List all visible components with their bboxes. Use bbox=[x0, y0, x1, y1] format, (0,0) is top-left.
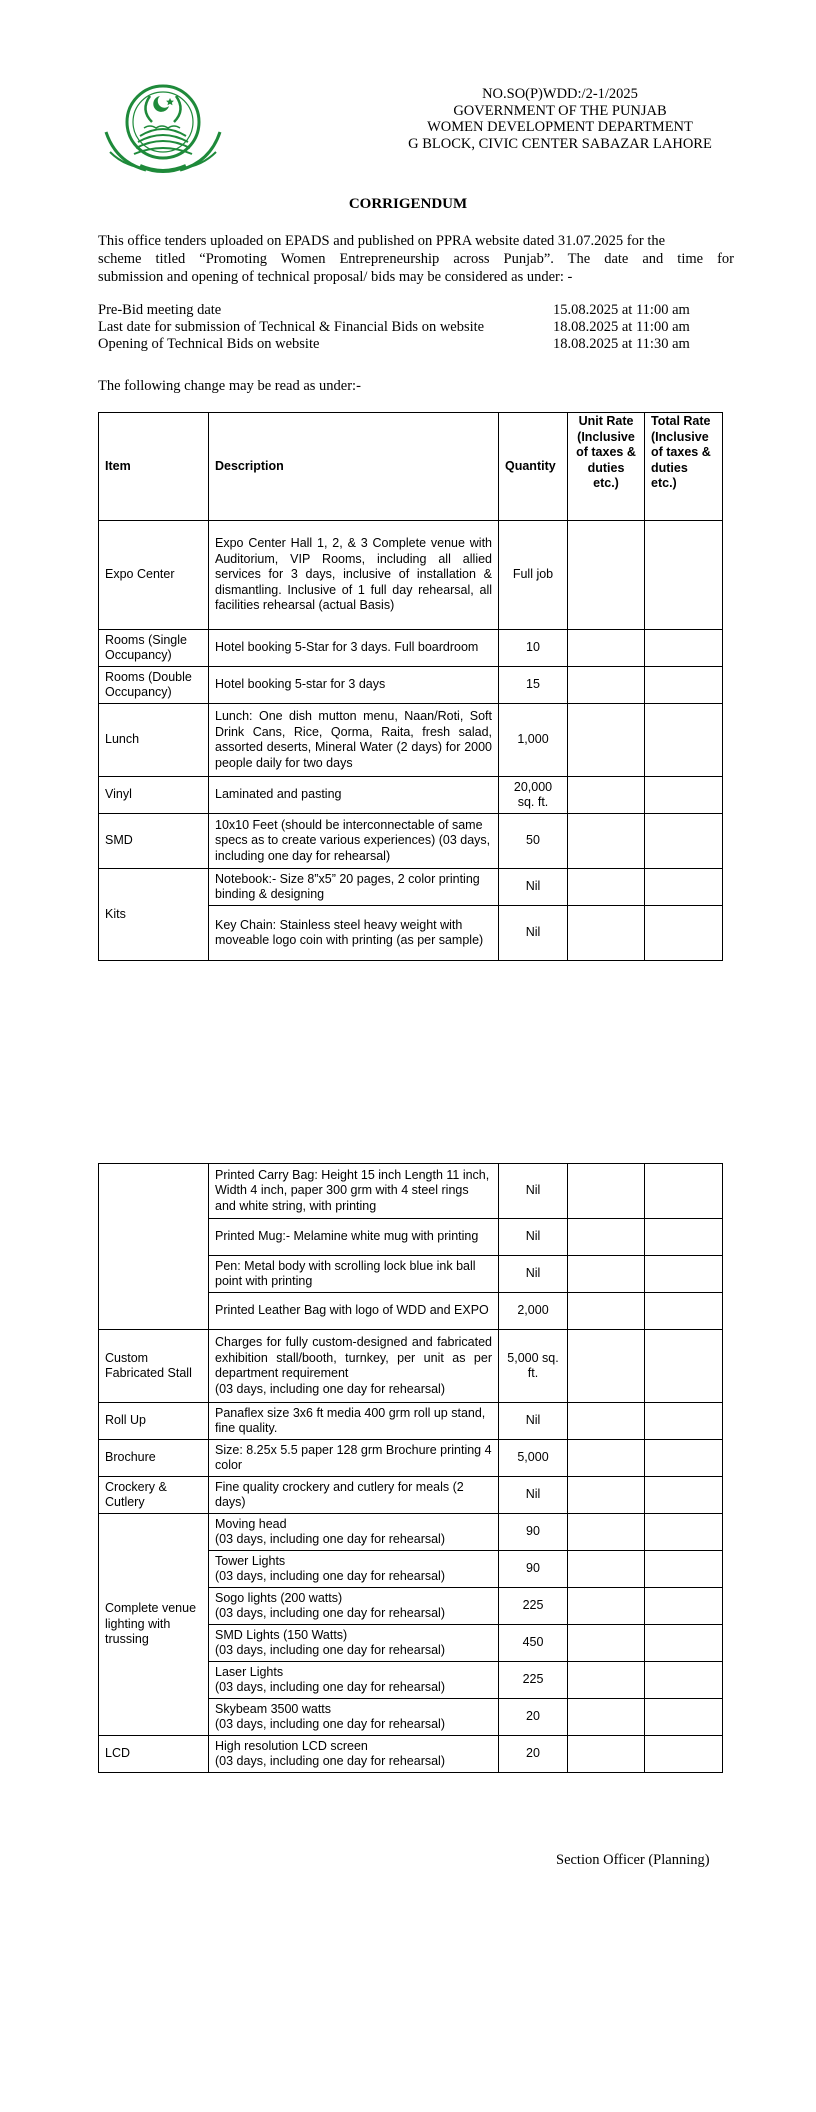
unit-rate-cell bbox=[568, 1164, 645, 1219]
light-name: Sogo lights (200 watts) bbox=[215, 1590, 343, 1605]
total-rate-cell bbox=[645, 1256, 723, 1293]
item-cell: Kits bbox=[99, 869, 209, 961]
item-cell: Rooms (Single Occupancy) bbox=[99, 630, 209, 667]
item-cell: Expo Center bbox=[99, 521, 209, 630]
quantity-cell: 450 bbox=[499, 1625, 568, 1662]
rehearsal-note: (03 days, including one day for rehearsal) bbox=[215, 1717, 445, 1731]
items-table-page2 bbox=[98, 1163, 723, 1773]
quantity-cell: 90 bbox=[499, 1551, 568, 1588]
unit-rate-cell bbox=[568, 1514, 645, 1551]
total-rate-cell bbox=[645, 1219, 723, 1256]
unit-rate-cell bbox=[568, 1699, 645, 1736]
intro-paragraph bbox=[98, 232, 734, 286]
quantity-cell: 15 bbox=[499, 667, 568, 704]
total-rate-cell bbox=[645, 1736, 723, 1773]
unit-rate-cell bbox=[568, 667, 645, 704]
quantity-cell: 20,000 sq. ft. bbox=[499, 777, 568, 814]
schedule-value: 18.08.2025 at 11:30 am bbox=[553, 336, 690, 352]
department-address: G BLOCK, CIVIC CENTER SABAZAR LAHORE bbox=[408, 135, 712, 152]
change-note: The following change may be read as under:- bbox=[98, 378, 361, 394]
light-name: SMD Lights (150 Watts) bbox=[215, 1627, 348, 1642]
description-cell: Size: 8.25x 5.5 paper 128 grm Brochure printing 4 color bbox=[209, 1440, 499, 1477]
description-cell: Printed Mug:- Melamine white mug with printing bbox=[209, 1219, 499, 1256]
quantity-cell: 5,000 bbox=[499, 1440, 568, 1477]
table-row bbox=[99, 777, 723, 814]
total-rate-cell bbox=[645, 1551, 723, 1588]
unit-rate-cell bbox=[568, 704, 645, 777]
quantity-cell: 5,000 sq. ft. bbox=[499, 1330, 568, 1403]
unit-rate-cell bbox=[568, 1477, 645, 1514]
page-title: CORRIGENDUM bbox=[348, 196, 468, 212]
total-rate-cell bbox=[645, 1293, 723, 1330]
quantity-cell: 90 bbox=[499, 1514, 568, 1551]
table-row bbox=[99, 630, 723, 667]
rehearsal-note: (03 days, including one day for rehearsal) bbox=[215, 1680, 445, 1694]
total-rate-cell bbox=[645, 521, 723, 630]
quantity-cell: 50 bbox=[499, 814, 568, 869]
description-cell bbox=[209, 1662, 499, 1699]
header-total-rate: Total Rate (Inclusive of taxes & duties etc.) bbox=[645, 413, 723, 521]
table-row bbox=[99, 1736, 723, 1773]
quantity-cell: Nil bbox=[499, 869, 568, 906]
items-table-page1 bbox=[98, 412, 723, 961]
light-name: Tower Lights bbox=[215, 1553, 286, 1568]
quantity-cell: Nil bbox=[499, 1256, 568, 1293]
description-cell: Hotel booking 5-star for 3 days bbox=[209, 667, 499, 704]
total-rate-cell bbox=[645, 704, 723, 777]
total-rate-cell bbox=[645, 1625, 723, 1662]
schedule-label: Last date for submission of Technical & Financial Bids on website bbox=[98, 319, 485, 335]
quantity-cell: 10 bbox=[499, 630, 568, 667]
quantity-cell: 2,000 bbox=[499, 1293, 568, 1330]
government-name: GOVERNMENT OF THE PUNJAB bbox=[453, 102, 667, 119]
unit-rate-cell bbox=[568, 1403, 645, 1440]
table-row bbox=[99, 1164, 723, 1219]
description-cell: 10x10 Feet (should be interconnectable of same specs as to create various experiences) (03 days, including one day for rehearsal) bbox=[209, 814, 499, 869]
total-rate-cell bbox=[645, 1164, 723, 1219]
total-rate-cell bbox=[645, 1440, 723, 1477]
total-rate-cell bbox=[645, 1662, 723, 1699]
light-name: Moving head bbox=[215, 1516, 287, 1531]
description-cell: Hotel booking 5-Star for 3 days. Full boardroom bbox=[209, 630, 499, 667]
total-rate-cell bbox=[645, 1588, 723, 1625]
total-rate-cell bbox=[645, 667, 723, 704]
quantity-cell: 1,000 bbox=[499, 704, 568, 777]
total-rate-cell bbox=[645, 869, 723, 906]
description-cell: Key Chain: Stainless steel heavy weight with moveable logo coin with printing (as per sample) bbox=[209, 906, 499, 961]
total-rate-cell bbox=[645, 1403, 723, 1440]
signature-line: Section Officer (Planning) bbox=[556, 1852, 710, 1868]
description-cell: Laminated and pasting bbox=[209, 777, 499, 814]
rehearsal-note: (03 days, including one day for rehearsal) bbox=[215, 1381, 445, 1396]
item-cell: Complete venue lighting with trussing bbox=[99, 1514, 209, 1736]
item-cell bbox=[99, 1164, 209, 1330]
schedule-label: Pre-Bid meeting date bbox=[98, 302, 222, 318]
item-cell: SMD bbox=[99, 814, 209, 869]
unit-rate-cell bbox=[568, 1330, 645, 1403]
quantity-cell: Nil bbox=[499, 906, 568, 961]
description-cell: Lunch: One dish mutton menu, Naan/Roti, Soft Drink Cans, Rice, Qorma, Raita, fresh salad, assorted deserts, Mineral Water (2 days) for 2000 people daily for two days bbox=[209, 704, 499, 777]
unit-rate-cell bbox=[568, 1293, 645, 1330]
header-unit-rate: Unit Rate (Inclusive of taxes & duties etc.) bbox=[568, 413, 645, 521]
unit-rate-cell bbox=[568, 1736, 645, 1773]
unit-rate-cell bbox=[568, 777, 645, 814]
quantity-cell: 225 bbox=[499, 1662, 568, 1699]
rehearsal-note: (03 days, including one day for rehearsal) bbox=[215, 1532, 445, 1546]
quantity-cell: Nil bbox=[499, 1477, 568, 1514]
unit-rate-cell bbox=[568, 1256, 645, 1293]
description-cell bbox=[209, 1699, 499, 1736]
description-cell: Pen: Metal body with scrolling lock blue ink ball point with printing bbox=[209, 1256, 499, 1293]
description-cell: Printed Carry Bag: Height 15 inch Length 11 inch, Width 4 inch, paper 300 grm with 4 steel rings and white string, with printing bbox=[209, 1164, 499, 1219]
total-rate-cell bbox=[645, 777, 723, 814]
item-cell: Rooms (Double Occupancy) bbox=[99, 667, 209, 704]
description-cell: Printed Leather Bag with logo of WDD and EXPO bbox=[209, 1293, 499, 1330]
table-row bbox=[99, 1403, 723, 1440]
unit-rate-cell bbox=[568, 814, 645, 869]
intro-line: This office tenders uploaded on EPADS and published on PPRA website dated 31.07.2025 for the bbox=[98, 233, 666, 249]
total-rate-cell bbox=[645, 1330, 723, 1403]
item-cell: LCD bbox=[99, 1736, 209, 1773]
quantity-cell: Nil bbox=[499, 1219, 568, 1256]
description-cell: Notebook:- Size 8”x5” 20 pages, 2 color printing binding & designing bbox=[209, 869, 499, 906]
quantity-cell: Nil bbox=[499, 1403, 568, 1440]
table-header-row bbox=[99, 413, 723, 521]
schedule-value: 18.08.2025 at 11:00 am bbox=[553, 319, 690, 335]
rehearsal-note: (03 days, including one day for rehearsal) bbox=[215, 1643, 445, 1657]
quantity-cell: 225 bbox=[499, 1588, 568, 1625]
light-name: Laser Lights bbox=[215, 1664, 284, 1679]
description-cell bbox=[209, 1588, 499, 1625]
rehearsal-note: (03 days, including one day for rehearsal) bbox=[215, 1606, 445, 1620]
lcd-name: High resolution LCD screen bbox=[215, 1738, 368, 1753]
total-rate-cell bbox=[645, 906, 723, 961]
header-item: Item bbox=[99, 413, 209, 521]
department-name: WOMEN DEVELOPMENT DEPARTMENT bbox=[427, 119, 693, 135]
item-cell: Vinyl bbox=[99, 777, 209, 814]
unit-rate-cell bbox=[568, 1588, 645, 1625]
schedule-label: Opening of Technical Bids on website bbox=[98, 336, 320, 352]
table-row bbox=[99, 1477, 723, 1514]
unit-rate-cell bbox=[568, 869, 645, 906]
stall-description: Charges for fully custom-designed and fabricated exhibition stall/booth, turnkey, per unit as per department requirement bbox=[215, 1335, 492, 1380]
description-cell bbox=[209, 1514, 499, 1551]
rehearsal-note: (03 days, including one day for rehearsal) bbox=[215, 1569, 445, 1583]
total-rate-cell bbox=[645, 1514, 723, 1551]
reference-number: NO.SO(P)WDD:/2-1/2025 bbox=[482, 86, 638, 102]
unit-rate-cell bbox=[568, 521, 645, 630]
unit-rate-cell bbox=[568, 1625, 645, 1662]
total-rate-cell bbox=[645, 630, 723, 667]
table-row bbox=[99, 1440, 723, 1477]
description-cell bbox=[209, 1736, 499, 1773]
item-cell: Crockery & Cutlery bbox=[99, 1477, 209, 1514]
description-cell bbox=[209, 1330, 499, 1403]
item-cell: Roll Up bbox=[99, 1403, 209, 1440]
item-cell: Brochure bbox=[99, 1440, 209, 1477]
header-quantity: Quantity bbox=[499, 413, 568, 521]
schedule-value: 15.08.2025 at 11:00 am bbox=[553, 302, 690, 318]
government-of-punjab-emblem-icon bbox=[100, 82, 226, 178]
letterhead bbox=[380, 86, 740, 152]
light-name: Skybeam 3500 watts bbox=[215, 1701, 332, 1716]
table-row bbox=[99, 667, 723, 704]
unit-rate-cell bbox=[568, 1551, 645, 1588]
rehearsal-note: (03 days, including one day for rehearsal) bbox=[215, 1754, 445, 1768]
intro-line: scheme titled “Promoting Women Entrepreneurship across Punjab”. The date and time for bbox=[98, 251, 734, 267]
intro-line: submission and opening of technical proposal/ bids may be considered as under: - bbox=[98, 269, 573, 285]
header-description: Description bbox=[209, 413, 499, 521]
quantity-cell: 20 bbox=[499, 1699, 568, 1736]
description-cell bbox=[209, 1625, 499, 1662]
table-row bbox=[99, 1330, 723, 1403]
item-cell: Lunch bbox=[99, 704, 209, 777]
unit-rate-cell bbox=[568, 1440, 645, 1477]
unit-rate-cell bbox=[568, 630, 645, 667]
item-cell: Custom Fabricated Stall bbox=[99, 1330, 209, 1403]
quantity-cell: Nil bbox=[499, 1164, 568, 1219]
total-rate-cell bbox=[645, 1699, 723, 1736]
table-row bbox=[99, 869, 723, 906]
unit-rate-cell bbox=[568, 1219, 645, 1256]
description-cell: Fine quality crockery and cutlery for meals (2 days) bbox=[209, 1477, 499, 1514]
description-cell bbox=[209, 1551, 499, 1588]
unit-rate-cell bbox=[568, 906, 645, 961]
table-row bbox=[99, 521, 723, 630]
unit-rate-cell bbox=[568, 1662, 645, 1699]
table-row bbox=[99, 814, 723, 869]
table-row bbox=[99, 704, 723, 777]
total-rate-cell bbox=[645, 1477, 723, 1514]
description-cell: Expo Center Hall 1, 2, & 3 Complete venue with Auditorium, VIP Rooms, including all allied services for 3 days, inclusive of installation & dismantling. Inclusive of 1 full day rehearsal, all facilities rehearsal (actual Basis) bbox=[209, 521, 499, 630]
quantity-cell: 20 bbox=[499, 1736, 568, 1773]
table-row bbox=[99, 1514, 723, 1551]
total-rate-cell bbox=[645, 814, 723, 869]
description-cell: Panaflex size 3x6 ft media 400 grm roll up stand, fine quality. bbox=[209, 1403, 499, 1440]
quantity-cell: Full job bbox=[499, 521, 568, 630]
